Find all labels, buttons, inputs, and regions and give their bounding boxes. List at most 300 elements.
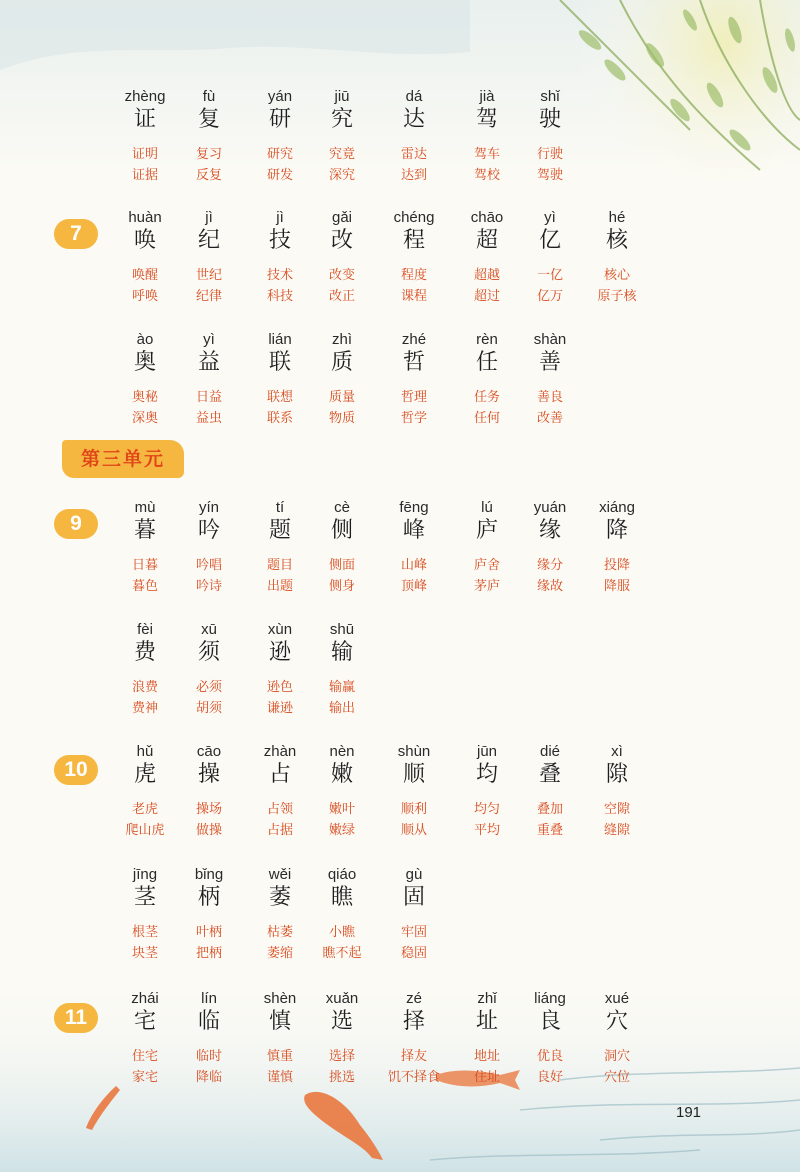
hanzi: 核 (605, 228, 628, 253)
example-word: 驾校 (473, 168, 500, 183)
example-word: 稳固 (400, 946, 427, 961)
example-words (306, 922, 378, 964)
character-entry (109, 621, 181, 666)
example-word: 叶柄 (195, 925, 222, 940)
example-words (109, 922, 181, 964)
character-entry (378, 88, 450, 133)
hanzi: 峰 (402, 518, 425, 543)
pinyin: lín (201, 990, 217, 1007)
example-word: 呼唤 (131, 289, 158, 304)
example-word: 缘分 (536, 558, 563, 573)
unit-label: 第三单元 (62, 440, 184, 478)
hanzi: 址 (475, 1009, 498, 1034)
example-word: 达到 (400, 168, 427, 183)
example-word: 复习 (195, 147, 222, 162)
pinyin: ào (136, 331, 154, 348)
character-entry (173, 621, 245, 666)
character-entry (451, 743, 523, 788)
hanzi: 均 (475, 762, 498, 787)
pinyin: jīng (132, 866, 158, 883)
example-words (378, 387, 450, 429)
hanzi: 改 (330, 228, 353, 253)
pinyin: chéng (393, 209, 435, 226)
hanzi: 达 (402, 107, 425, 132)
hanzi: 亿 (538, 228, 561, 253)
example-word: 日暮 (131, 558, 158, 573)
pinyin: lián (268, 331, 292, 348)
hanzi: 程 (402, 228, 425, 253)
example-word: 益虫 (195, 411, 222, 426)
character-entry (306, 743, 378, 788)
character-entry (173, 331, 245, 376)
example-word: 嫩绿 (328, 823, 355, 838)
example-word: 投降 (603, 558, 630, 573)
hanzi: 嫩 (330, 762, 353, 787)
example-word: 纪律 (195, 289, 222, 304)
example-word: 重叠 (536, 823, 563, 838)
example-word: 爬山虎 (125, 823, 165, 838)
example-word: 改变 (328, 268, 355, 283)
pinyin: zhì (331, 331, 352, 348)
hanzi: 萎 (268, 885, 291, 910)
pinyin: dá (405, 88, 423, 105)
example-word: 挑选 (328, 1070, 355, 1085)
hanzi: 侧 (330, 518, 353, 543)
example-word: 超越 (473, 268, 500, 283)
example-words (514, 265, 586, 307)
pinyin: yín (198, 499, 219, 516)
pinyin: dié (539, 743, 561, 760)
example-word: 叠加 (536, 802, 563, 817)
hanzi: 缘 (538, 518, 561, 543)
character-entry (109, 209, 181, 254)
example-word: 出题 (266, 579, 293, 594)
pinyin: shùn (397, 743, 431, 760)
lesson-number-badge: 7 (54, 219, 98, 249)
pinyin: fēng (399, 499, 429, 516)
example-word: 谦逊 (266, 701, 293, 716)
example-words (306, 265, 378, 307)
hanzi: 操 (197, 762, 220, 787)
pinyin: gǎi (331, 209, 353, 226)
example-words (173, 799, 245, 841)
example-word: 牢固 (400, 925, 427, 940)
character-entry (173, 990, 245, 1035)
character-entry (306, 621, 378, 666)
character-entry (451, 209, 523, 254)
example-words (451, 144, 523, 186)
hanzi: 择 (402, 1009, 425, 1034)
example-word: 茅庐 (473, 579, 500, 594)
example-word: 侧面 (328, 558, 355, 573)
example-word: 深奥 (131, 411, 158, 426)
example-words (306, 144, 378, 186)
example-word: 降临 (195, 1070, 222, 1085)
example-word: 世纪 (195, 268, 222, 283)
example-words (378, 144, 450, 186)
hanzi: 驶 (538, 107, 561, 132)
example-words (514, 144, 586, 186)
hanzi: 任 (475, 350, 498, 375)
example-word: 超过 (473, 289, 500, 304)
character-entry (306, 88, 378, 133)
example-word: 把柄 (195, 946, 222, 961)
pinyin: jì (276, 209, 284, 226)
example-word: 驾车 (473, 147, 500, 162)
hanzi: 驾 (475, 107, 498, 132)
character-entry (109, 499, 181, 544)
example-word: 缝隙 (603, 823, 630, 838)
hanzi: 暮 (133, 518, 156, 543)
example-word: 证据 (131, 168, 158, 183)
example-word: 顺利 (400, 802, 427, 817)
example-word: 庐舍 (473, 558, 500, 573)
pinyin: jià (479, 88, 495, 105)
example-word: 临时 (195, 1049, 222, 1064)
example-word: 改善 (536, 411, 563, 426)
pinyin: yán (267, 88, 293, 105)
example-words (109, 265, 181, 307)
example-word: 哲理 (400, 390, 427, 405)
example-word: 暮色 (131, 579, 158, 594)
hanzi: 占 (268, 762, 291, 787)
pinyin: nèn (329, 743, 355, 760)
example-word: 输出 (328, 701, 355, 716)
example-word: 占据 (266, 823, 293, 838)
example-word: 谨慎 (266, 1070, 293, 1085)
character-entry (378, 209, 450, 254)
example-words (173, 144, 245, 186)
example-word: 家宅 (131, 1070, 158, 1085)
example-words (306, 677, 378, 719)
hanzi: 题 (268, 518, 291, 543)
example-word: 任务 (473, 390, 500, 405)
example-word: 研究 (266, 147, 293, 162)
character-entry (378, 499, 450, 544)
example-words (451, 387, 523, 429)
character-entry (581, 499, 653, 544)
example-words (306, 387, 378, 429)
hanzi: 输 (330, 640, 353, 665)
example-words (173, 265, 245, 307)
example-word: 穴位 (603, 1070, 630, 1085)
pinyin: xué (604, 990, 630, 1007)
pinyin: zé (406, 990, 422, 1007)
example-words (173, 1046, 245, 1088)
example-word: 联系 (266, 411, 293, 426)
example-word: 题目 (266, 558, 293, 573)
example-word: 顶峰 (400, 579, 427, 594)
example-word: 雷达 (400, 147, 427, 162)
example-word: 质量 (328, 390, 355, 405)
hanzi: 吟 (197, 518, 220, 543)
pinyin: shǐ (540, 88, 560, 105)
example-word: 均匀 (473, 802, 500, 817)
pinyin: mù (134, 499, 156, 516)
hanzi: 虎 (133, 762, 156, 787)
pinyin: xuǎn (325, 990, 359, 1007)
example-word: 物质 (328, 411, 355, 426)
character-entry (451, 88, 523, 133)
hanzi: 唤 (133, 228, 156, 253)
example-word: 一亿 (536, 268, 563, 283)
character-entry (173, 209, 245, 254)
example-word: 择友 (400, 1049, 427, 1064)
pinyin: zhǐ (477, 990, 497, 1007)
hanzi: 慎 (268, 1009, 291, 1034)
example-words (173, 922, 245, 964)
example-word: 浪费 (131, 680, 158, 695)
character-entry (306, 866, 378, 911)
example-word: 费神 (131, 701, 158, 716)
hanzi: 奥 (133, 350, 156, 375)
character-entry (581, 990, 653, 1035)
pinyin: liáng (534, 990, 566, 1007)
pinyin: yì (544, 209, 556, 226)
character-entry (109, 866, 181, 911)
example-word: 饥不择食 (387, 1070, 440, 1085)
example-word: 洞穴 (603, 1049, 630, 1064)
example-words (173, 387, 245, 429)
example-word: 萎缩 (266, 946, 293, 961)
example-word: 嫩叶 (328, 802, 355, 817)
example-words (306, 799, 378, 841)
pinyin: xùn (267, 621, 293, 638)
hanzi: 纪 (197, 228, 220, 253)
example-words (451, 265, 523, 307)
pinyin: cè (334, 499, 350, 516)
hanzi: 穴 (605, 1009, 628, 1034)
example-word: 哲学 (400, 411, 427, 426)
example-word: 联想 (266, 390, 293, 405)
character-entry (306, 209, 378, 254)
example-words (581, 1046, 653, 1088)
character-entry (173, 743, 245, 788)
example-word: 瞧不起 (322, 946, 362, 961)
example-words (306, 1046, 378, 1088)
pinyin: zhèng (124, 88, 166, 105)
hanzi: 技 (268, 228, 291, 253)
example-word: 良好 (536, 1070, 563, 1085)
hanzi: 降 (605, 518, 628, 543)
example-words (378, 799, 450, 841)
character-entry (173, 499, 245, 544)
hanzi: 临 (197, 1009, 220, 1034)
example-word: 枯萎 (266, 925, 293, 940)
example-word: 占领 (266, 802, 293, 817)
example-word: 侧身 (328, 579, 355, 594)
example-word: 奥秘 (131, 390, 158, 405)
example-word: 改正 (328, 289, 355, 304)
pinyin: qiáo (327, 866, 357, 883)
example-word: 根茎 (131, 925, 158, 940)
pinyin: fèi (137, 621, 153, 638)
hanzi: 益 (197, 350, 220, 375)
pinyin: zhái (131, 990, 159, 1007)
character-entry (109, 331, 181, 376)
example-words (173, 555, 245, 597)
pinyin: shū (329, 621, 355, 638)
example-word: 住址 (473, 1070, 500, 1085)
example-word: 善良 (536, 390, 563, 405)
hanzi: 复 (197, 107, 220, 132)
example-words (581, 799, 653, 841)
hanzi: 费 (133, 640, 156, 665)
pinyin: jiū (334, 88, 350, 105)
hanzi: 逊 (268, 640, 291, 665)
character-entry (306, 499, 378, 544)
example-word: 顺从 (400, 823, 427, 838)
pinyin: shèn (263, 990, 297, 1007)
hanzi: 哲 (402, 350, 425, 375)
character-entry (378, 743, 450, 788)
character-entry (514, 88, 586, 133)
pinyin: xì (611, 743, 623, 760)
example-word: 原子核 (597, 289, 637, 304)
example-word: 老虎 (131, 802, 158, 817)
example-word: 空隙 (603, 802, 630, 817)
example-word: 住宅 (131, 1049, 158, 1064)
example-word: 山峰 (400, 558, 427, 573)
example-words (514, 555, 586, 597)
example-word: 小瞧 (328, 925, 355, 940)
example-words (581, 555, 653, 597)
lesson-number-badge: 9 (54, 509, 98, 539)
example-word: 亿万 (536, 289, 563, 304)
pinyin: huàn (128, 209, 162, 226)
example-words (109, 1046, 181, 1088)
character-entry (173, 866, 245, 911)
example-word: 究竟 (328, 147, 355, 162)
hanzi: 顺 (402, 762, 425, 787)
example-word: 技术 (266, 268, 293, 283)
pinyin: wěi (268, 866, 292, 883)
example-words (109, 387, 181, 429)
example-word: 必须 (195, 680, 222, 695)
character-entry (451, 499, 523, 544)
example-words (306, 555, 378, 597)
example-word: 平均 (473, 823, 500, 838)
pinyin: zhàn (263, 743, 297, 760)
hanzi: 柄 (197, 885, 220, 910)
example-word: 缘故 (536, 579, 563, 594)
example-word: 吟唱 (195, 558, 222, 573)
example-word: 胡须 (195, 701, 222, 716)
pinyin: hǔ (136, 743, 154, 760)
example-word: 优良 (536, 1049, 563, 1064)
example-word: 课程 (400, 289, 427, 304)
hanzi: 茎 (133, 885, 156, 910)
hanzi: 善 (538, 350, 561, 375)
example-words (514, 799, 586, 841)
pinyin: rèn (476, 331, 498, 348)
example-words (378, 1046, 450, 1088)
example-words (451, 1046, 523, 1088)
hanzi: 良 (538, 1009, 561, 1034)
hanzi: 研 (268, 107, 291, 132)
example-word: 唤醒 (131, 268, 158, 283)
hanzi: 选 (330, 1009, 353, 1034)
example-word: 驾驶 (536, 168, 563, 183)
pinyin: yuán (533, 499, 567, 516)
example-words (378, 555, 450, 597)
example-word: 反复 (195, 168, 222, 183)
example-word: 任何 (473, 411, 500, 426)
example-words (109, 677, 181, 719)
hanzi: 究 (330, 107, 353, 132)
character-entry (514, 499, 586, 544)
character-entry (451, 331, 523, 376)
example-words (378, 922, 450, 964)
hanzi: 质 (330, 350, 353, 375)
pinyin: lú (481, 499, 493, 516)
example-word: 慎重 (266, 1049, 293, 1064)
hanzi: 超 (475, 228, 498, 253)
pinyin: hé (608, 209, 626, 226)
example-word: 深究 (328, 168, 355, 183)
example-words (109, 799, 181, 841)
pinyin: yì (203, 331, 215, 348)
character-entry (378, 866, 450, 911)
hanzi: 固 (402, 885, 425, 910)
example-word: 吟诗 (195, 579, 222, 594)
example-word: 程度 (400, 268, 427, 283)
pinyin: shàn (533, 331, 567, 348)
hanzi: 证 (133, 107, 156, 132)
pinyin: bǐng (194, 866, 224, 883)
example-word: 逊色 (266, 680, 293, 695)
character-entry (514, 990, 586, 1035)
example-words (173, 677, 245, 719)
example-word: 降服 (603, 579, 630, 594)
example-word: 科技 (266, 289, 293, 304)
pinyin: fù (202, 88, 216, 105)
character-entry (581, 743, 653, 788)
hanzi: 叠 (538, 762, 561, 787)
example-word: 日益 (195, 390, 222, 405)
character-entry (514, 331, 586, 376)
character-entry (109, 990, 181, 1035)
pinyin: gù (405, 866, 423, 883)
example-word: 行驶 (536, 147, 563, 162)
hanzi: 联 (268, 350, 291, 375)
pinyin: jūn (476, 743, 498, 760)
character-entry (109, 743, 181, 788)
example-word: 做操 (195, 823, 222, 838)
example-word: 操场 (195, 802, 222, 817)
character-entry (306, 331, 378, 376)
character-entry (378, 990, 450, 1035)
example-words (378, 265, 450, 307)
pinyin: xū (201, 621, 217, 638)
character-entry (306, 990, 378, 1035)
pinyin: chāo (470, 209, 504, 226)
example-words (109, 555, 181, 597)
character-entry (514, 209, 586, 254)
hanzi: 须 (197, 640, 220, 665)
pinyin: xiáng (599, 499, 635, 516)
pinyin: zhé (401, 331, 427, 348)
pinyin: jì (205, 209, 213, 226)
pinyin: cāo (196, 743, 222, 760)
example-word: 输赢 (328, 680, 355, 695)
example-word: 证明 (131, 147, 158, 162)
example-word: 核心 (603, 268, 630, 283)
lesson-number-badge: 11 (54, 1003, 98, 1033)
character-entry (109, 88, 181, 133)
example-word: 块茎 (131, 946, 158, 961)
page-number: 191 (676, 1104, 702, 1121)
